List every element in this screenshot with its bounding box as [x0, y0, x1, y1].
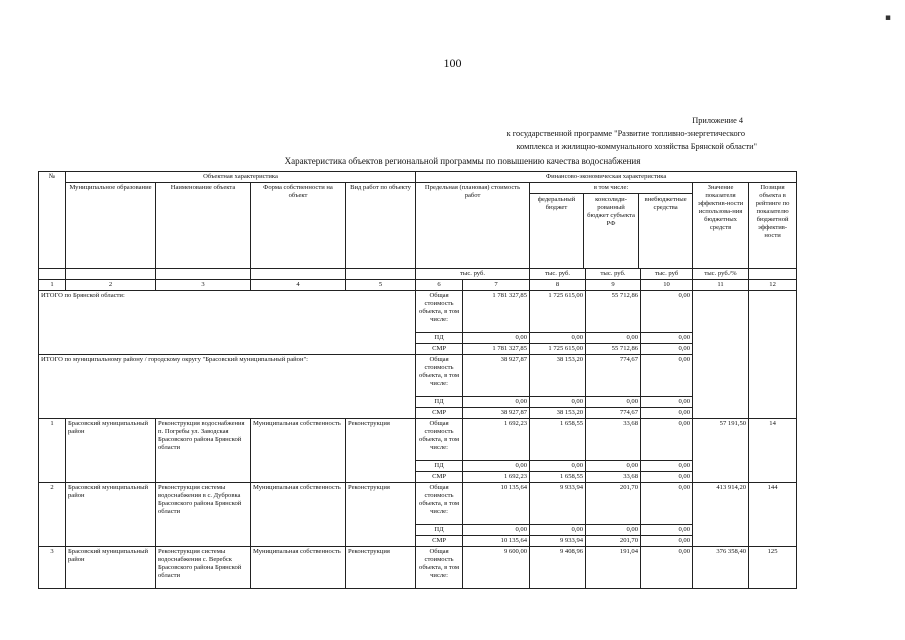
objects-table	[38, 171, 797, 589]
value-cell: 0,00	[463, 333, 530, 344]
header-row-1	[39, 172, 797, 183]
header-including-label: в том числе:	[530, 183, 692, 194]
value-cell: 38 927,87	[463, 355, 530, 397]
colnum: 12	[749, 280, 797, 291]
header-position: Позиция объекта в рейтинге по показателю бюджетной эффектив-ности	[749, 183, 797, 269]
object-work-type: Реконструкция	[346, 419, 416, 483]
value-cell: 201,70	[586, 536, 641, 547]
unit-federal: тыс. руб.	[530, 269, 586, 280]
object-row	[39, 547, 797, 589]
value-cell: 38 927,87	[463, 408, 530, 419]
value-cell: 774,67	[586, 355, 641, 397]
value-cell: 1 658,55	[530, 419, 586, 461]
value-cell: 9 600,00	[463, 547, 530, 589]
object-indicator: 376 358,40	[693, 547, 749, 589]
colnum: 8	[530, 280, 586, 291]
value-cell: 191,04	[586, 547, 641, 589]
unit-indicator: тыс. руб./%	[693, 269, 749, 280]
object-row	[39, 419, 797, 461]
object-num: 3	[39, 547, 66, 589]
annex-block	[506, 114, 757, 153]
value-cell: 0,00	[641, 397, 693, 408]
colnum: 2	[66, 280, 156, 291]
value-cell: 9 933,94	[530, 483, 586, 525]
value-cell: 10 135,64	[463, 536, 530, 547]
value-cell: 33,68	[586, 472, 641, 483]
label-pd: ПД	[416, 461, 463, 472]
value-cell: 0,00	[586, 461, 641, 472]
header-financial-characteristics: Финансово-экономическая характеристика	[416, 172, 797, 183]
header-including	[530, 183, 693, 269]
header-work-type: Вид работ по объекту	[346, 183, 416, 269]
object-indicator: 413 914,20	[693, 483, 749, 547]
value-cell: 0,00	[463, 461, 530, 472]
object-indicator: 57 191,50	[693, 419, 749, 483]
header-object-name: Наименование объекта	[156, 183, 251, 269]
colnum: 11	[693, 280, 749, 291]
colnum: 10	[641, 280, 693, 291]
object-name: Реконструкция водоснабжения п. Погребы ул. Заводская Брасовского района Брянской области	[156, 419, 251, 483]
header-consolidated: консолиди-рованный бюджет субъекта РФ	[584, 194, 639, 268]
value-cell: 1 725 615,00	[530, 291, 586, 333]
unit-consolidated: тыс. руб.	[586, 269, 641, 280]
label-smr: СМР	[416, 472, 463, 483]
header-row-2	[39, 183, 797, 269]
value-cell: 38 153,20	[530, 408, 586, 419]
colnum: 7	[463, 280, 530, 291]
value-cell: 201,70	[586, 483, 641, 525]
value-cell: 1 658,55	[530, 472, 586, 483]
value-cell: 0,00	[463, 397, 530, 408]
annex-line-3: комплекса и жилищно-коммунального хозяйства Брянской области"	[516, 142, 757, 151]
label-smr: СМР	[416, 408, 463, 419]
header-object-characteristics: Объектная характеристика	[66, 172, 416, 183]
label-pd: ПД	[416, 333, 463, 344]
label-total: Общая стоимость объекта, в том числе:	[416, 355, 463, 397]
value-cell: 33,68	[586, 419, 641, 461]
object-ownership: Муниципальная собственность	[251, 483, 346, 547]
header-extrabudget: внебюджетные средства	[644, 196, 687, 211]
value-cell: 0,00	[530, 397, 586, 408]
colnum: 9	[586, 280, 641, 291]
value-cell: 55 712,86	[586, 344, 641, 355]
colnum: 6	[416, 280, 463, 291]
corner-mark: ▪	[884, 13, 891, 23]
value-cell: 0,00	[641, 472, 693, 483]
object-row	[39, 483, 797, 525]
colnum: 5	[346, 280, 416, 291]
colnum: 1	[39, 280, 66, 291]
district-total-label: ИТОГО по муниципальному району / городскому округу "Брасовский муниципальный район":	[39, 355, 416, 419]
header-num: №	[39, 172, 66, 269]
value-cell: 0,00	[641, 536, 693, 547]
annex-line-1: Приложение 4	[692, 116, 743, 125]
label-smr: СМР	[416, 344, 463, 355]
colnum: 3	[156, 280, 251, 291]
value-cell: 0,00	[641, 408, 693, 419]
object-position: 144	[749, 483, 797, 547]
object-work-type: Реконструкция	[346, 547, 416, 589]
value-cell: 0,00	[641, 419, 693, 461]
value-cell: 9 933,94	[530, 536, 586, 547]
page-number: 100	[443, 56, 462, 70]
label-total: Общая стоимость объекта, в том числе:	[416, 547, 463, 589]
label-total: Общая стоимость объекта, в том числе:	[416, 419, 463, 461]
object-name: Реконструкция системы водоснабжения с. Веребск Брасовского района Брянской области	[156, 547, 251, 589]
value-cell: 9 408,96	[530, 547, 586, 589]
unit-limit: тыс. руб.	[416, 269, 530, 280]
value-cell: 1 692,23	[463, 419, 530, 461]
value-cell: 0,00	[641, 525, 693, 536]
object-municipality: Брасовский муниципальный район	[66, 419, 156, 483]
value-cell: 0,00	[530, 525, 586, 536]
label-pd: ПД	[416, 397, 463, 408]
annex-line-2: к государственной программе "Развитие топливно-энергетического	[506, 129, 745, 138]
object-municipality: Брасовский муниципальный район	[66, 483, 156, 547]
object-ownership: Муниципальная собственность	[251, 419, 346, 483]
object-position: 14	[749, 419, 797, 483]
header-indicator: Значение показателя эффектив-ности использова-ния бюджетных средств	[693, 183, 749, 269]
value-cell: 0,00	[530, 333, 586, 344]
value-cell: 0,00	[530, 461, 586, 472]
value-cell: 0,00	[641, 355, 693, 397]
label-total: Общая стоимость объекта, в том числе:	[416, 483, 463, 525]
document-title: Характеристика объектов региональной программы по повышению качества водоснабжения	[284, 156, 641, 166]
region-total-label: ИТОГО по Брянской области:	[39, 291, 416, 355]
value-cell: 55 712,86	[586, 291, 641, 333]
value-cell: 1 781 327,85	[463, 344, 530, 355]
header-federal: федеральный бюджет	[530, 194, 584, 268]
unit-extrabudget: тыс. руб	[641, 269, 693, 280]
object-work-type: Реконструкция	[346, 483, 416, 547]
value-cell: 0,00	[586, 397, 641, 408]
header-ownership: Форма собственности на объект	[251, 183, 346, 269]
value-cell: 0,00	[641, 461, 693, 472]
value-cell: 1 692,23	[463, 472, 530, 483]
object-name: Реконструкция системы водоснабжения в с. Дубровка Брасовского района Брянской области	[156, 483, 251, 547]
value-cell: 1 725 615,00	[530, 344, 586, 355]
object-municipality: Брасовский муниципальный район	[66, 547, 156, 589]
value-cell: 0,00	[641, 483, 693, 525]
value-cell: 0,00	[641, 291, 693, 333]
region-total-row	[39, 291, 797, 333]
column-numbers-row	[39, 280, 797, 291]
value-cell: 0,00	[586, 525, 641, 536]
label-pd: ПД	[416, 525, 463, 536]
header-limit-cost: Предельная (плановая) стоимость работ	[416, 183, 530, 269]
value-cell: 38 153,20	[530, 355, 586, 397]
value-cell: 10 135,64	[463, 483, 530, 525]
value-cell: 0,00	[463, 525, 530, 536]
object-num: 2	[39, 483, 66, 547]
colnum: 4	[251, 280, 346, 291]
header-municipality: Муниципальное образование	[66, 183, 156, 269]
value-cell: 0,00	[641, 333, 693, 344]
value-cell: 1 781 327,85	[463, 291, 530, 333]
object-position: 125	[749, 547, 797, 589]
value-cell: 0,00	[641, 547, 693, 589]
object-ownership: Муниципальная собственность	[251, 547, 346, 589]
header-units-row	[39, 269, 797, 280]
value-cell: 0,00	[641, 344, 693, 355]
value-cell: 0,00	[586, 333, 641, 344]
label-total: Общая стоимость объекта, в том числе:	[416, 291, 463, 333]
label-smr: СМР	[416, 536, 463, 547]
value-cell: 774,67	[586, 408, 641, 419]
district-total-row	[39, 355, 797, 397]
object-num: 1	[39, 419, 66, 483]
